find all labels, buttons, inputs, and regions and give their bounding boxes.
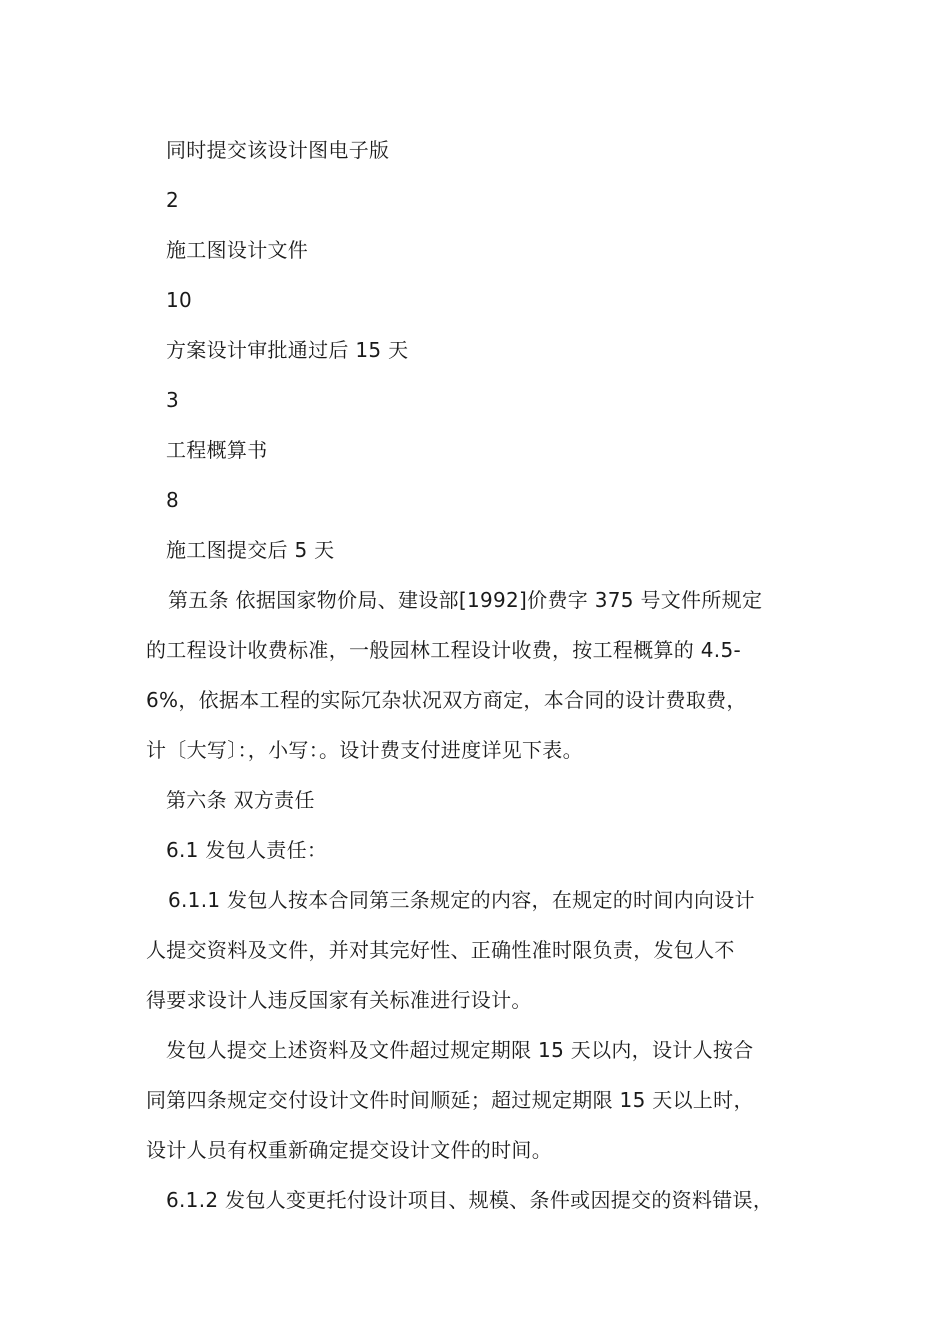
text-line: 同时提交该设计图电子版	[166, 138, 390, 162]
article-five-heading-line: 第五条 依据国家物价局、建设部[1992]价费字 375 号文件所规定	[168, 588, 763, 612]
text-line: 8	[166, 488, 180, 512]
text-line: 得要求设计人违反国家有关标准进行设计。	[146, 988, 532, 1012]
text-line: 工程概算书	[166, 438, 268, 462]
text-line: 计〔大写〕：，小写：。设计费支付进度详见下表。	[146, 738, 583, 762]
text-line: 设计人员有权重新确定提交设计文件的时间。	[146, 1138, 552, 1162]
text-line: 2	[166, 188, 180, 212]
text-line: 人提交资料及文件，并对其完好性、正确性准时限负责，发包人不	[146, 938, 735, 962]
text-line: 施工图设计文件	[166, 238, 309, 262]
text-line: 6%，依据本工程的实际冗杂状况双方商定，本合同的设计费取费，	[146, 688, 747, 712]
paragraph-line: 发包人提交上述资料及文件超过规定期限 15 天以内，设计人按合	[166, 1038, 754, 1062]
text-line: 3	[166, 388, 180, 412]
article-six-heading: 第六条 双方责任	[166, 788, 315, 812]
text-line: 的工程设计收费标准，一般园林工程设计收费，按工程概算的 4.5-	[146, 638, 741, 662]
clause-line: 6.1.1 发包人按本合同第三条规定的内容，在规定的时间内向设计	[168, 888, 755, 912]
section-heading: 6.1 发包人责任：	[166, 838, 328, 862]
text-line: 10	[166, 288, 193, 312]
clause-line: 6.1.2 发包人变更托付设计项目、规模、条件或因提交的资料错误，	[166, 1188, 774, 1212]
text-line: 方案设计审批通过后 15 天	[166, 338, 409, 362]
text-line: 同第四条规定交付设计文件时间顺延；超过规定期限 15 天以上时，	[146, 1088, 754, 1112]
text-line: 施工图提交后 5 天	[166, 538, 335, 562]
